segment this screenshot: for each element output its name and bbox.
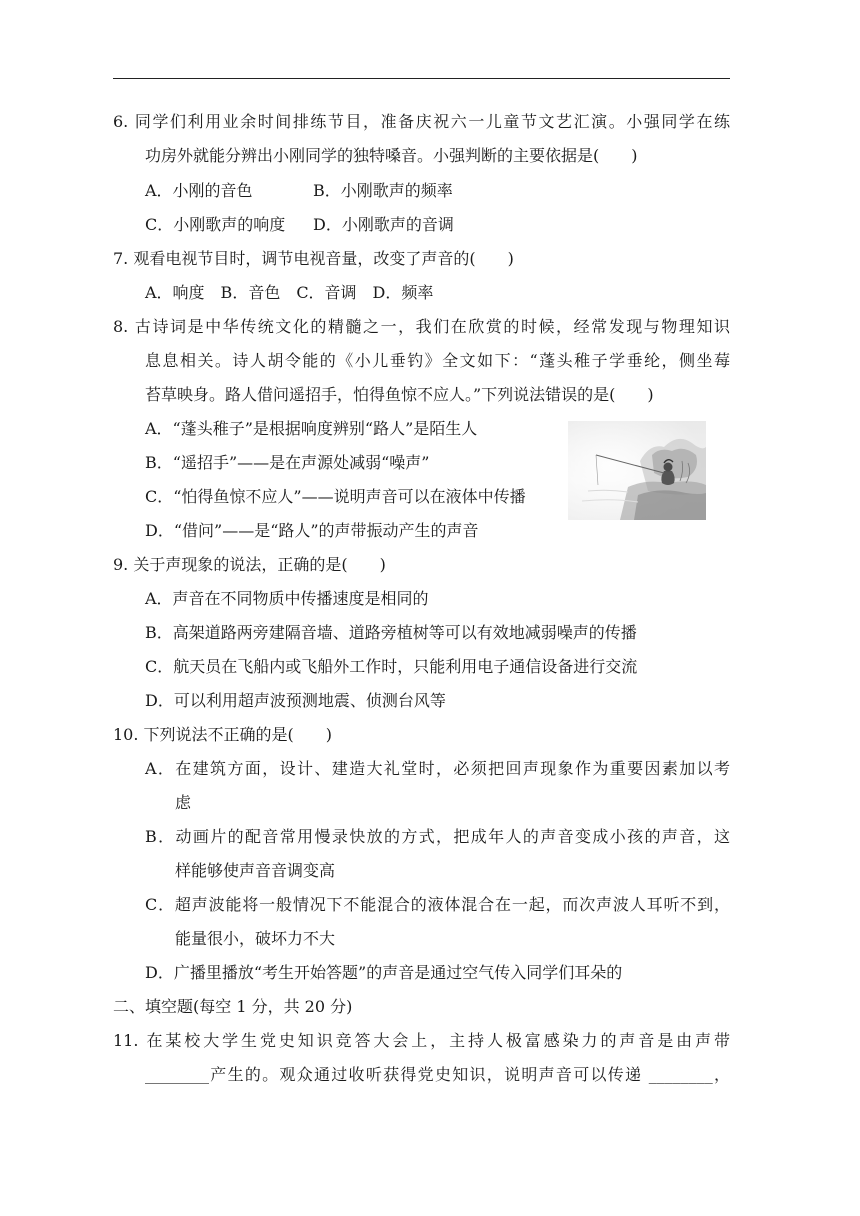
header-rule (113, 78, 730, 79)
q8-stem-line-1: 8. 古诗词是中华传统文化的精髓之一，我们在欣赏的时候，经常发现与物理知识 (113, 317, 730, 336)
q6-stem-line-2: 功房外就能分辨出小刚同学的独特嗓音。小强判断的主要依据是( ) (145, 146, 638, 165)
q9-option-b: B．高架道路两旁建隔音墙、道路旁植树等可以有效地减弱噪声的传播 (145, 623, 637, 642)
q9-stem: 9. 关于声现象的说法，正确的是( ) (113, 555, 386, 574)
q10-option-d: D．广播里播放“考生开始答题”的声音是通过空气传入同学们耳朵的 (145, 963, 623, 982)
q10-option-b-line-2: 样能够使声音音调变高 (175, 861, 336, 880)
q10-option-a-line-1: A．在建筑方面，设计、建造大礼堂时，必须把回声现象作为重要因素加以考 (145, 759, 730, 778)
q6-option-d: D．小刚歌声的音调 (313, 215, 454, 234)
q6-stem-line-1: 6. 同学们利用业余时间排练节目，准备庆祝六一儿童节文艺汇演。小强同学在练 (113, 112, 730, 131)
q11-stem-line-2: ________产生的。观众通过收听获得党史知识，说明声音可以传递 ________， (145, 1065, 730, 1084)
q6-option-a: A．小刚的音色 (145, 181, 253, 200)
q8-stem-line-2: 息息相关。诗人胡令能的《小儿垂钓》全文如下：“蓬头稚子学垂纶，侧坐莓 (145, 351, 730, 370)
q6-option-b: B．小刚歌声的频率 (313, 181, 453, 200)
fishing-child-illustration (568, 421, 706, 520)
q10-option-b-line-1: B．动画片的配音常用慢录快放的方式，把成年人的声音变成小孩的声音，这 (145, 827, 730, 846)
q9-option-a: A．声音在不同物质中传播速度是相同的 (145, 589, 429, 608)
q11-stem-line-1: 11. 在某校大学生党史知识竞答大会上，主持人极富感染力的声音是由声带 (113, 1031, 730, 1050)
q8-option-a: A．“蓬头稚子”是根据响度辨别“路人”是陌生人 (145, 419, 478, 438)
q8-option-b: B．“遥招手”——是在声源处减弱“噪声” (145, 453, 430, 472)
q7-options: A．响度 B．音色 C．音调 D．频率 (145, 283, 434, 302)
q10-option-c-line-1: C．超声波能将一般情况下不能混合的液体混合在一起，而次声波人耳听不到， (145, 895, 730, 914)
q6-option-c: C．小刚歌声的响度 (145, 215, 286, 234)
q8-stem-line-3: 苔草映身。路人借问遥招手，怕得鱼惊不应人。”下列说法错误的是( ) (145, 385, 654, 404)
q10-stem: 10. 下列说法不正确的是( ) (113, 725, 333, 744)
q9-option-c: C．航天员在飞船内或飞船外工作时，只能利用电子通信设备进行交流 (145, 657, 638, 676)
q9-option-d: D．可以利用超声波预测地震、侦测台风等 (145, 691, 446, 710)
section-heading: 二、填空题(每空 1 分，共 20 分) (113, 997, 353, 1016)
q7-stem: 7. 观看电视节目时，调节电视音量，改变了声音的( ) (113, 249, 514, 268)
q8-option-d: D．“借问”——是“路人”的声带振动产生的声音 (145, 521, 479, 540)
q8-option-c: C．“怕得鱼惊不应人”——说明声音可以在液体中传播 (145, 487, 526, 506)
q10-option-c-line-2: 能量很小，破坏力不大 (175, 929, 336, 948)
q10-option-a-line-2: 虑 (175, 793, 192, 812)
